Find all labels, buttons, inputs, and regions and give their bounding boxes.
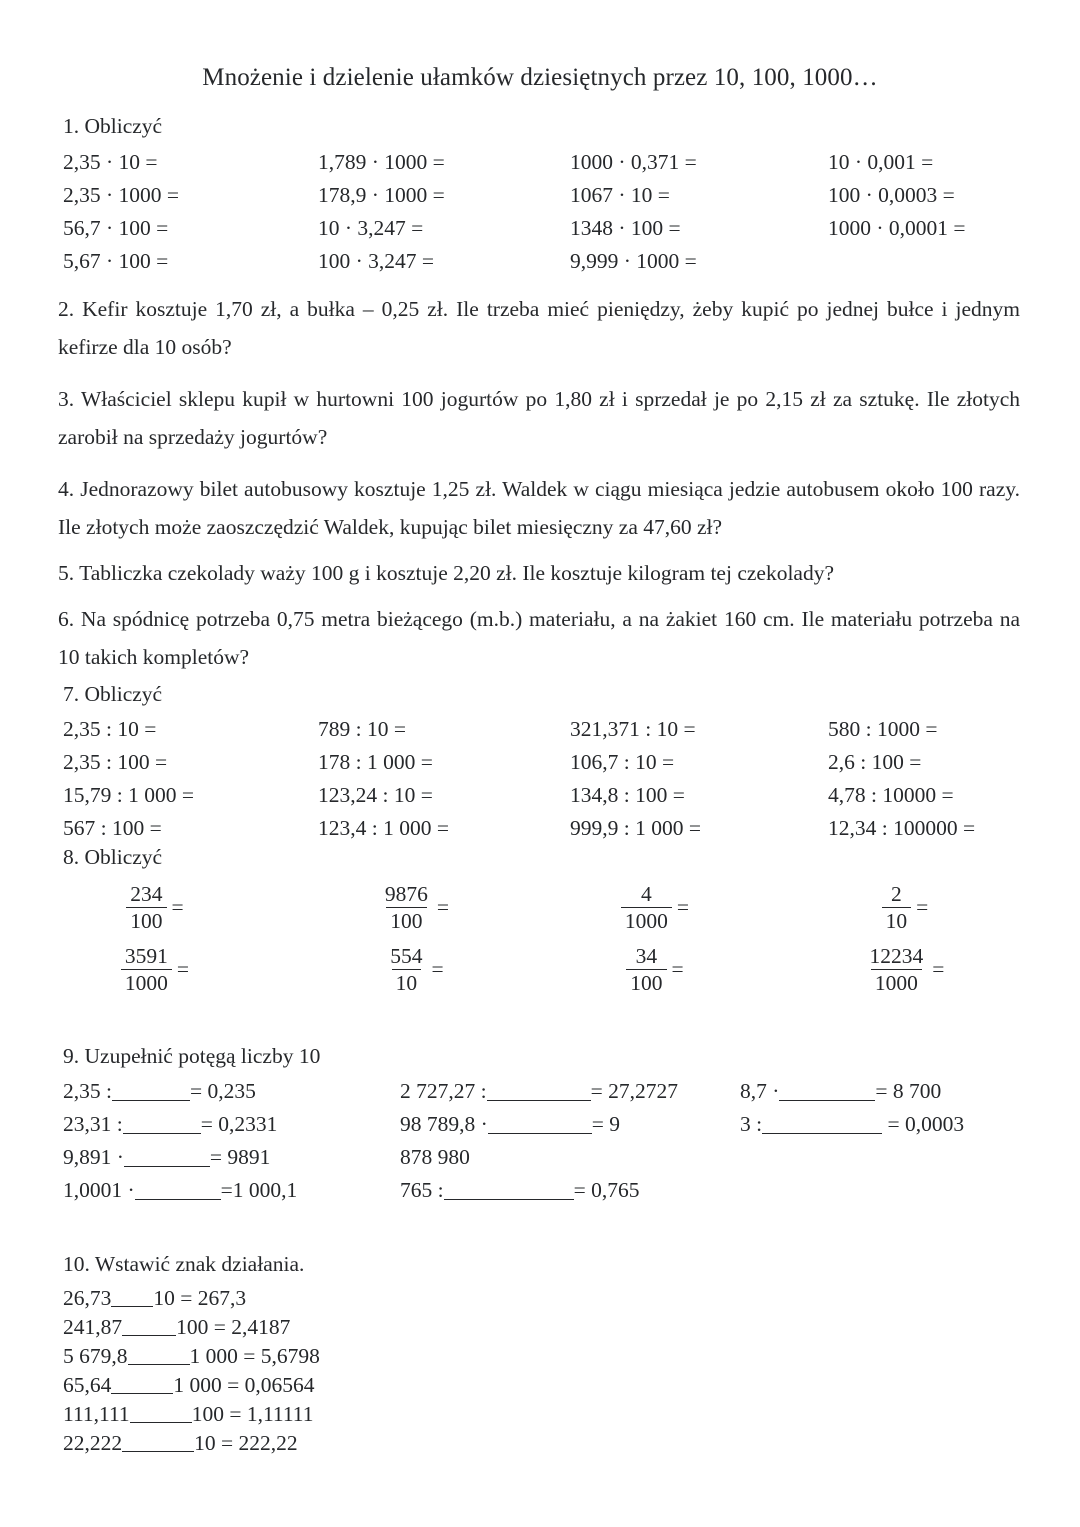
fraction-denominator: 10: [392, 969, 422, 996]
equals-sign: =: [916, 894, 929, 919]
exercise-8-heading: 8. Obliczyć: [63, 845, 163, 869]
fraction-numerator: 34: [635, 944, 658, 968]
expression-right: = 27,2727: [590, 1079, 678, 1103]
calc-cell: 100 · 3,247 =: [318, 248, 435, 273]
calc-cell: 10 · 3,247 =: [318, 215, 424, 240]
fraction: [126, 881, 166, 934]
expression-left: 2,35 :: [63, 1079, 112, 1103]
exercise-7-column-2: [318, 713, 449, 845]
expression-right: = 9891: [209, 1145, 271, 1169]
fill-blank-row: [63, 1108, 297, 1141]
calc-cell: 123,24 : 10 =: [318, 783, 433, 807]
exercise-9: [0, 1043, 1080, 1211]
fraction-numerator: 554: [390, 944, 423, 968]
fraction: [386, 943, 426, 996]
equals-sign: =: [436, 894, 450, 919]
expression-right: 1 000 = 5,6798: [189, 1343, 320, 1368]
expression-right: 10 = 267,3: [153, 1285, 247, 1310]
fill-blank-row: [400, 1108, 678, 1141]
fill-blank-row: [740, 1108, 964, 1141]
exercise-10-rows: [0, 1284, 1080, 1458]
exercise-9-column-3: [740, 1075, 964, 1141]
operator-blank[interactable]: [130, 1408, 192, 1423]
fraction-item: [540, 939, 770, 1001]
fraction: [381, 881, 432, 934]
expression-right: 1 000 = 0,06564: [173, 1372, 315, 1397]
expression-left: 26,73: [63, 1285, 112, 1310]
calc-cell: 15,79 : 1 000 =: [63, 783, 194, 807]
sign-row: [63, 1342, 1080, 1371]
fraction: [626, 943, 666, 996]
fraction-denominator: 100: [386, 907, 426, 934]
calc-cell: 1348 · 100 =: [570, 215, 681, 240]
calc-cell: 321,371 : 10 =: [570, 717, 696, 741]
page-title: Mnożenie i dzielenie ułamków dziesiętnych przez 10, 100, 1000…: [202, 64, 878, 91]
exercise-1-column-4: [828, 146, 966, 245]
exercise-10: [0, 1254, 1080, 1458]
sign-row: [63, 1429, 1080, 1458]
fraction-numerator: 3591: [124, 944, 168, 968]
calc-cell: 1000 · 0,371 =: [570, 149, 697, 174]
expression-left: 98 789,8 ·: [400, 1112, 488, 1136]
calc-cell: 56,7 · 100 =: [63, 215, 169, 240]
fraction-denominator: 10: [882, 907, 912, 934]
exercise-9-grid: [0, 1075, 1080, 1210]
calc-cell: 580 : 1000 =: [828, 717, 938, 741]
sign-row: [63, 1400, 1080, 1429]
exercise-1-column-1: [63, 146, 179, 278]
expression-left: 2 727,27 :: [400, 1079, 487, 1103]
equals-sign: =: [676, 894, 690, 919]
expression-left: 23,31 :: [63, 1112, 123, 1136]
exercise-1-column-3: [570, 146, 697, 278]
exercise-8-column-3: [540, 877, 770, 1001]
exercise-1-column-2: [318, 146, 445, 278]
fraction-item: [300, 877, 530, 939]
equals-sign: =: [431, 956, 444, 981]
fraction: [866, 943, 928, 996]
expression-left: 1,0001 ·: [63, 1178, 135, 1202]
fraction-denominator: 1000: [121, 969, 172, 996]
fraction-denominator: 100: [126, 907, 166, 934]
problem-3: 3. Właściciel sklepu kupił w hurtowni 100 jogurtów po 1,80 zł i sprzedał je po 2,15 zł za sztukę. Ile złotych zarobił na sprzedaży jogurtów?: [58, 386, 1020, 449]
expression-right: 10 = 222,22: [194, 1430, 298, 1455]
equals-sign: =: [932, 956, 945, 981]
calc-cell: 2,35 : 100 =: [63, 750, 168, 774]
fraction-numerator: 234: [130, 882, 163, 906]
expression-left: 241,87: [63, 1314, 123, 1339]
expression-right: 100 = 1,11111: [191, 1401, 314, 1426]
fraction-numerator: 4: [641, 882, 652, 906]
expression-left: 878 980: [400, 1145, 470, 1169]
equals-sign: =: [176, 956, 190, 981]
operator-blank[interactable]: [128, 1350, 190, 1365]
exercise-8: [0, 847, 1080, 1002]
fraction: [882, 881, 912, 934]
expression-right: 100 = 2,4187: [176, 1314, 291, 1339]
calc-cell: 5,67 · 100 =: [63, 248, 169, 273]
calc-cell: 4,78 : 10000 =: [828, 783, 954, 807]
fraction-denominator: 1000: [621, 907, 672, 934]
problem-6: 6. Na spódnicę potrzeba 0,75 metra bieżącego (m.b.) materiału, a na żakiet 160 cm. Ile materiału potrzeba na 10 takich kompletów?: [58, 606, 1020, 669]
exercise-7-column-4: [828, 713, 975, 845]
fill-blank-row: [400, 1141, 678, 1174]
exercise-8-column-4: [790, 877, 1020, 1001]
fill-blank-row: [63, 1174, 297, 1207]
calc-cell: 567 : 100 =: [63, 816, 162, 840]
calc-cell: 123,4 : 1 000 =: [318, 816, 449, 840]
answer-blank[interactable]: [779, 1086, 875, 1101]
calc-cell: 178 : 1 000 =: [318, 750, 433, 774]
exercise-7-grid: [0, 713, 1080, 840]
fraction-denominator: 1000: [871, 969, 922, 996]
exercise-7: [0, 681, 1080, 840]
fraction: [621, 881, 672, 934]
problem-2: 2. Kefir kosztuje 1,70 zł, a bułka – 0,25 zł. Ile trzeba mieć pieniędzy, żeby kupić po jednej bułce i jednym kefirze dla 10 osób?: [58, 296, 1020, 359]
exercise-8-column-1: [40, 877, 270, 1001]
expression-right: =1 000,1: [220, 1178, 298, 1202]
problem-5: 5. Tabliczka czekolady waży 100 g i kosztuje 2,20 zł. Ile kosztuje kilogram tej czekolady?: [58, 560, 835, 585]
calc-cell: 12,34 : 100000 =: [828, 816, 976, 840]
calc-cell: 134,8 : 100 =: [570, 783, 685, 807]
answer-blank[interactable]: [444, 1185, 574, 1200]
operator-blank[interactable]: [122, 1321, 176, 1336]
fraction-item: [540, 877, 770, 939]
fraction-item: [790, 877, 1020, 939]
fraction-item: [300, 939, 530, 1001]
calc-cell: 999,9 : 1 000 =: [570, 816, 701, 840]
expression-right: = 0,2331: [200, 1112, 278, 1136]
expression-right: = 0,765: [573, 1178, 640, 1202]
answer-blank[interactable]: [487, 1086, 591, 1101]
fraction-denominator: 100: [626, 969, 666, 996]
calc-cell: 1067 · 10 =: [570, 182, 670, 207]
operator-blank[interactable]: [111, 1292, 153, 1307]
operator-blank[interactable]: [111, 1379, 173, 1394]
exercise-7-heading: 7. Obliczyć: [63, 681, 163, 706]
calc-cell: 1000 · 0,0001 =: [828, 215, 966, 240]
fill-blank-row: [63, 1075, 297, 1108]
expression-left: 5 679,8: [63, 1343, 128, 1368]
calc-cell: 1,789 · 1000 =: [318, 149, 445, 174]
sign-row: [63, 1284, 1080, 1313]
calc-cell: 2,35 · 10 =: [63, 149, 158, 174]
calc-cell: 100 · 0,0003 =: [828, 182, 955, 207]
answer-blank[interactable]: [123, 1119, 201, 1134]
exercise-1-grid: [0, 146, 1080, 273]
exercise-1: [0, 114, 1080, 273]
answer-blank[interactable]: [488, 1119, 592, 1134]
equals-sign: =: [671, 956, 684, 981]
calc-cell: 2,35 · 1000 =: [63, 182, 180, 207]
exercise-7-column-3: [570, 713, 701, 845]
fraction-item: [40, 877, 270, 939]
fraction-numerator: 9876: [384, 882, 428, 906]
answer-blank[interactable]: [135, 1185, 221, 1200]
exercise-8-column-2: [300, 877, 530, 1001]
calc-cell: 2,6 : 100 =: [828, 750, 922, 774]
answer-blank[interactable]: [124, 1152, 210, 1167]
exercise-9-column-1: [63, 1075, 297, 1207]
expression-left: 9,891 ·: [63, 1145, 124, 1169]
fraction-item: [40, 939, 270, 1001]
problem-4: 4. Jednorazowy bilet autobusowy kosztuje 1,25 zł. Waldek w ciągu miesiąca jedzie autobusem około 100 razy. Ile złotych może zaoszczędzić Waldek, kupując bilet miesięczny za 47,60 zł?: [58, 476, 1020, 539]
calc-cell: 178,9 · 1000 =: [318, 182, 445, 207]
fill-blank-row: [400, 1075, 678, 1108]
sign-row: [63, 1313, 1080, 1342]
exercise-1-heading: 1. Obliczyć: [63, 114, 163, 138]
expression-left: 8,7 ·: [740, 1079, 780, 1103]
sign-row: [63, 1371, 1080, 1400]
fraction: [121, 943, 172, 996]
expression-left: 765 :: [400, 1178, 444, 1202]
word-problems: [0, 290, 1080, 676]
answer-blank[interactable]: [112, 1086, 190, 1101]
calc-cell: 9,999 · 1000 =: [570, 248, 697, 273]
fraction-item: [790, 939, 1020, 1001]
exercise-8-grid: [0, 877, 1080, 1002]
fill-blank-row: [740, 1075, 964, 1108]
calc-cell: 789 : 10 =: [318, 717, 406, 741]
fill-blank-row: [63, 1141, 297, 1174]
expression-left: 22,222: [63, 1430, 123, 1455]
equals-sign: =: [171, 894, 184, 919]
expression-left: 111,111: [63, 1401, 130, 1426]
exercise-9-heading: 9. Uzupełnić potęgą liczby 10: [63, 1043, 321, 1068]
calc-cell: 2,35 : 10 =: [63, 717, 157, 741]
expression-left: 3 :: [740, 1112, 763, 1136]
fill-blank-row: [400, 1174, 678, 1207]
exercise-7-column-1: [63, 713, 194, 845]
calc-cell: 106,7 : 10 =: [570, 750, 675, 774]
expression-left: 65,64: [63, 1372, 112, 1397]
operator-blank[interactable]: [122, 1437, 194, 1452]
expression-right: = 0,0003: [882, 1112, 965, 1136]
fraction-numerator: 2: [891, 882, 902, 906]
fraction-numerator: 12234: [869, 944, 924, 968]
expression-right: = 8 700: [875, 1079, 942, 1103]
expression-right: = 9: [591, 1112, 621, 1136]
exercise-9-column-2: [400, 1075, 678, 1207]
answer-blank[interactable]: [762, 1119, 882, 1134]
calc-cell: 10 · 0,001 =: [828, 149, 934, 174]
expression-right: = 0,235: [189, 1079, 256, 1103]
exercise-10-heading: 10. Wstawić znak działania.: [63, 1252, 305, 1276]
